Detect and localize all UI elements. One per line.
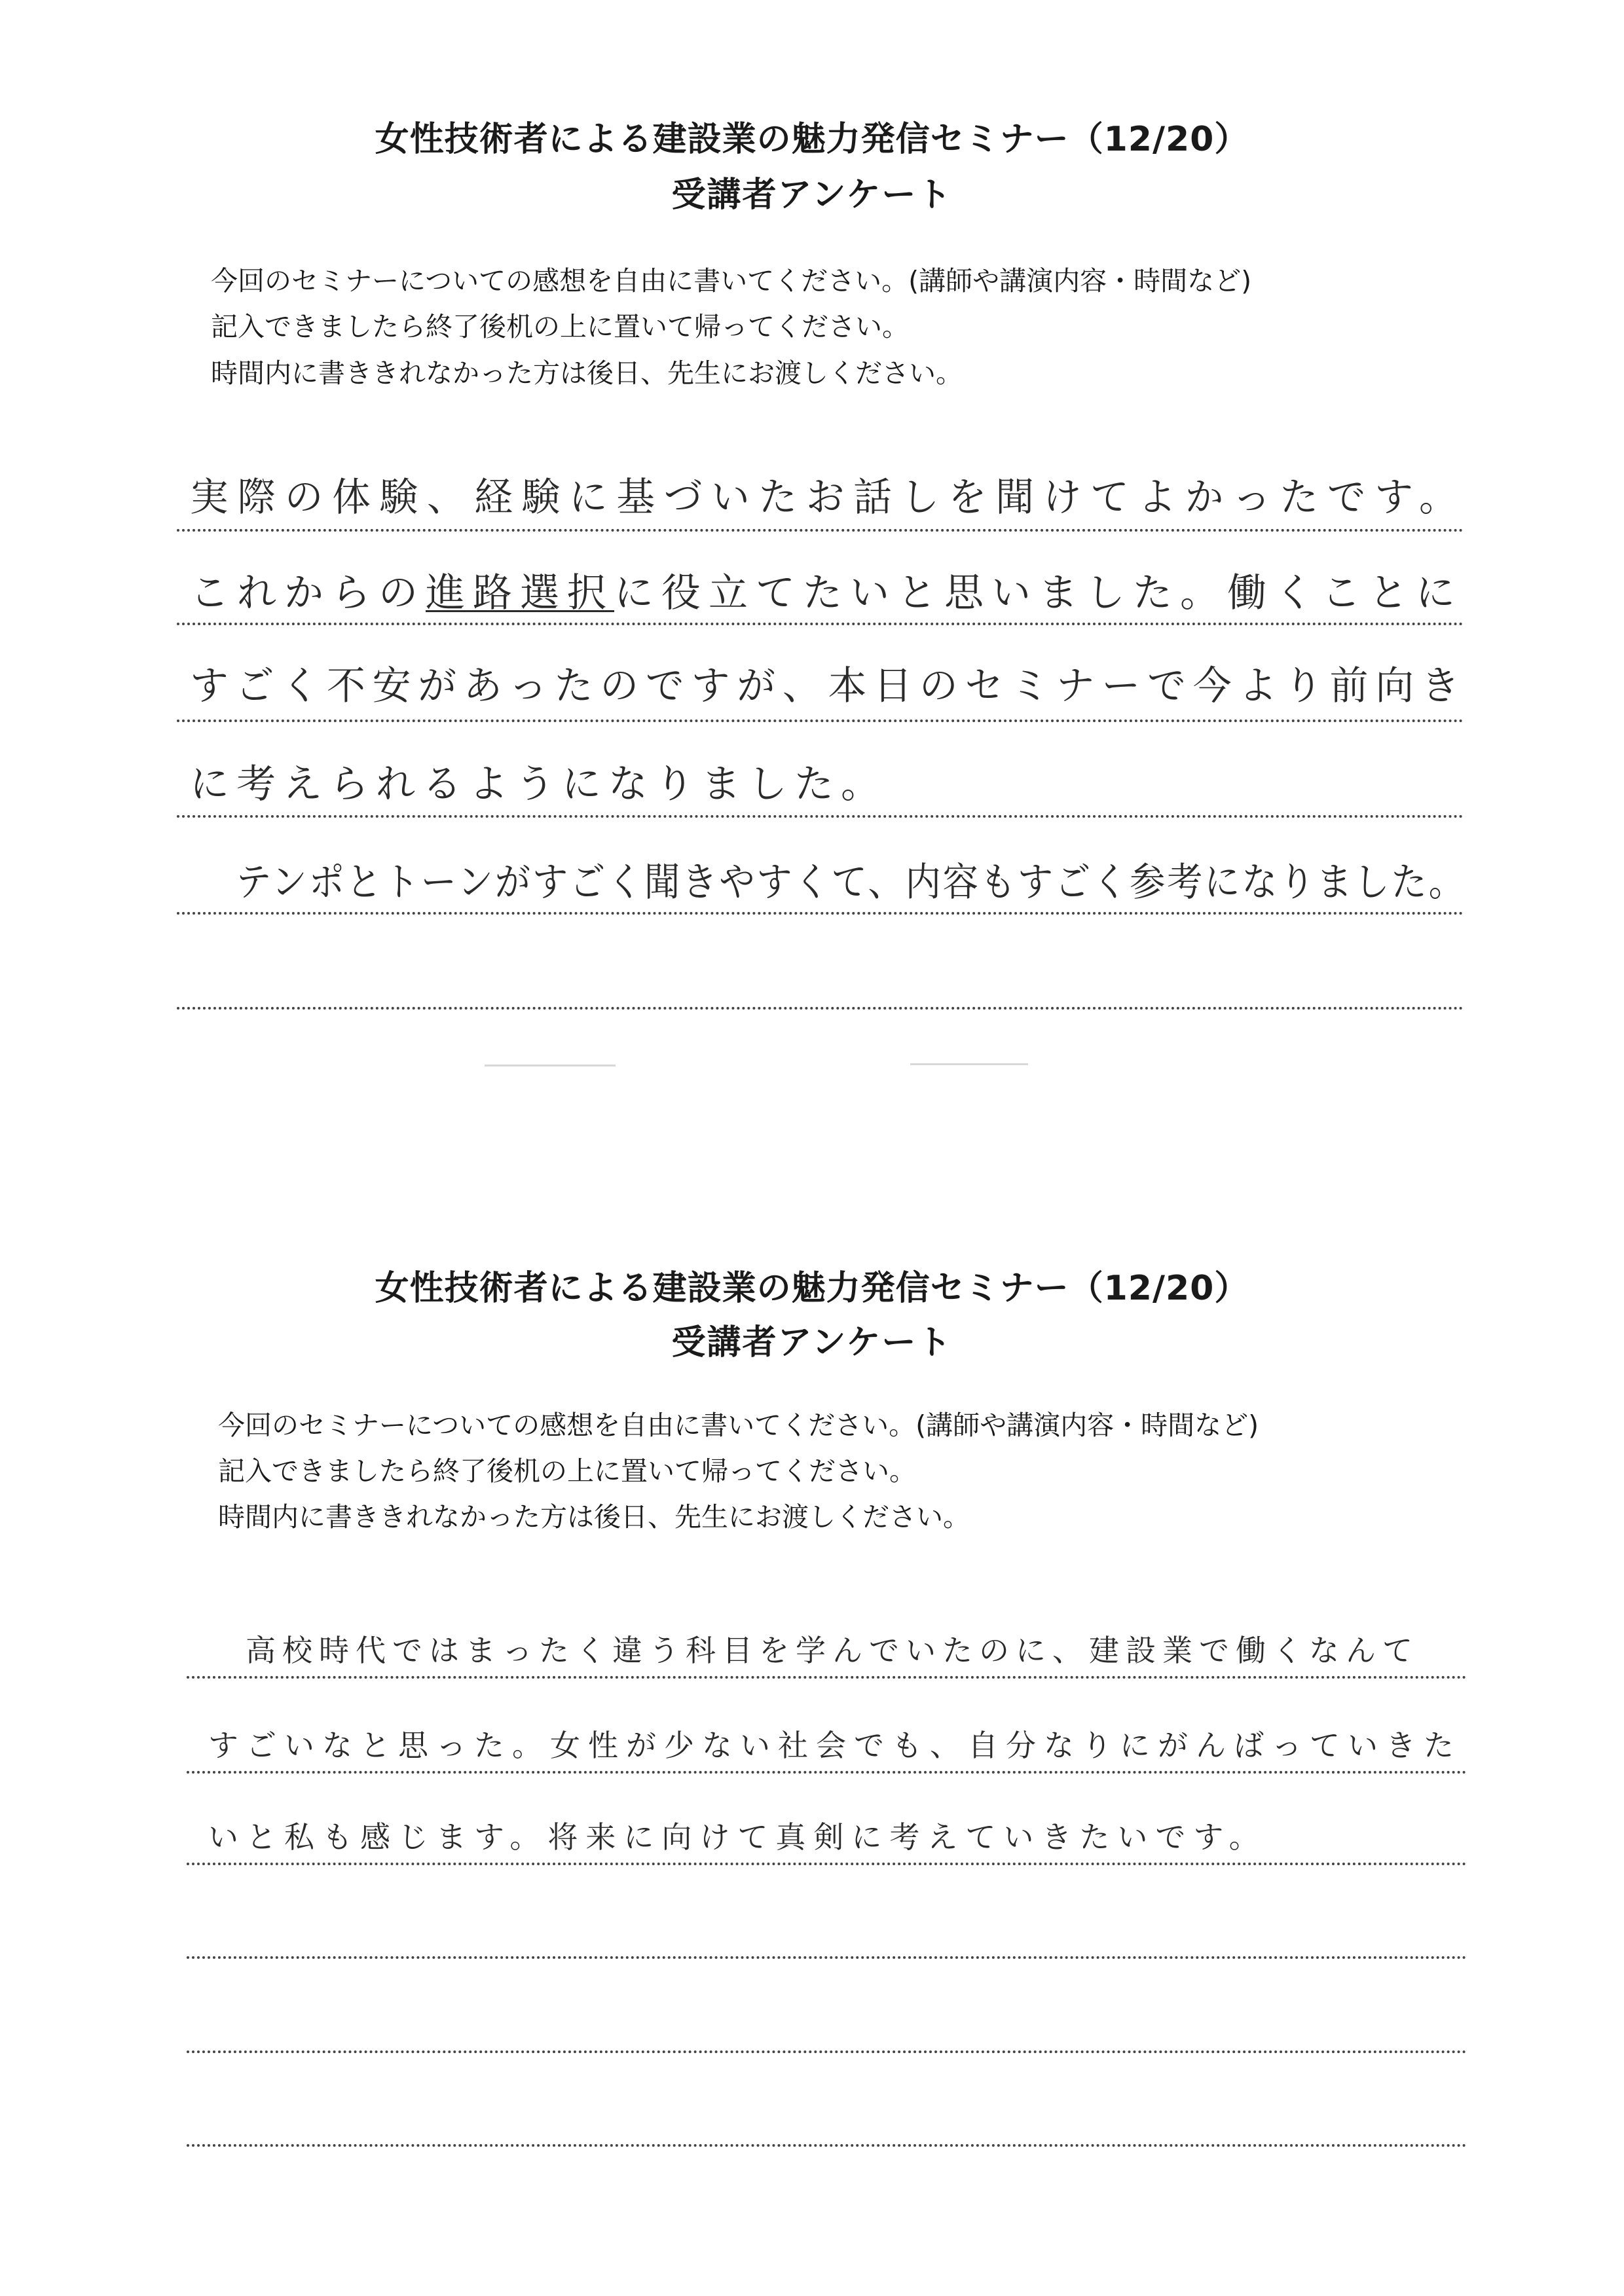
survey-form-1: [0, 0, 1624, 1126]
handwritten-response-line: 高校時代ではまったく違う科目を学んでいたのに、建設業で働くなんて: [246, 1633, 1419, 1668]
writing-line: [177, 815, 1464, 818]
form-subtitle: 受講者アンケート: [671, 175, 953, 215]
handwritten-response-line: 実際の体験、経験に基づいたお話しを聞けてよかったです。: [190, 475, 1467, 520]
instruction-line: 今回のセミナーについての感想を自由に書いてください。(講師や講演内容・時間など): [218, 1410, 1259, 1441]
writing-line: [187, 2050, 1467, 2053]
handwritten-response-line: すごく不安があったのですが、本日のセミナーで今より前向き: [190, 663, 1467, 709]
writing-line: [177, 623, 1464, 625]
instruction-line: 今回のセミナーについての感想を自由に書いてください。(講師や講演内容・時間など): [211, 265, 1252, 297]
instruction-line: 記入できましたら終了後机の上に置いて帰ってください。: [211, 311, 909, 342]
handwritten-text: に役立てたいと思いました。働くことに: [614, 570, 1463, 616]
form-subtitle: 受講者アンケート: [671, 1323, 953, 1362]
form-title: 女性技術者による建設業の魅力発信セミナー（12/20）: [375, 120, 1249, 159]
handwritten-text: これからの: [190, 570, 426, 616]
handwritten-response-line: いと私も感じます。将来に向けて真剣に考えていきたいです。: [208, 1819, 1267, 1855]
writing-line: [177, 912, 1464, 915]
writing-line: [187, 1771, 1467, 1774]
instruction-line: 記入できましたら終了後机の上に置いて帰ってください。: [218, 1455, 916, 1487]
writing-line: [177, 529, 1464, 532]
scan-artifact: [910, 1063, 1028, 1065]
underlined-text: 進路選択: [426, 570, 614, 616]
writing-line: [187, 1956, 1467, 1959]
scan-artifact: [485, 1065, 616, 1066]
handwritten-response-line: [190, 562, 1463, 618]
survey-form-2: [0, 1218, 1624, 2265]
instruction-line: 時間内に書ききれなかった方は後日、先生にお渡しください。: [218, 1501, 970, 1533]
writing-line: [187, 1863, 1467, 1865]
writing-line: [177, 1007, 1464, 1010]
handwritten-response-line: すごいなと思った。女性が少ない社会でも、自分なりにがんばっていきた: [208, 1728, 1462, 1763]
instruction-line: 時間内に書ききれなかった方は後日、先生にお渡しください。: [211, 357, 963, 389]
writing-line: [177, 720, 1464, 722]
writing-line: [187, 1676, 1467, 1679]
handwritten-response-line: に考えられるようになりました。: [190, 761, 887, 807]
handwritten-response-line: テンポとトーンがすごく聞きやすくて、内容もすごく参考になりました。: [236, 860, 1466, 905]
writing-line: [187, 2144, 1467, 2147]
form-title: 女性技術者による建設業の魅力発信セミナー（12/20）: [375, 1269, 1249, 1308]
